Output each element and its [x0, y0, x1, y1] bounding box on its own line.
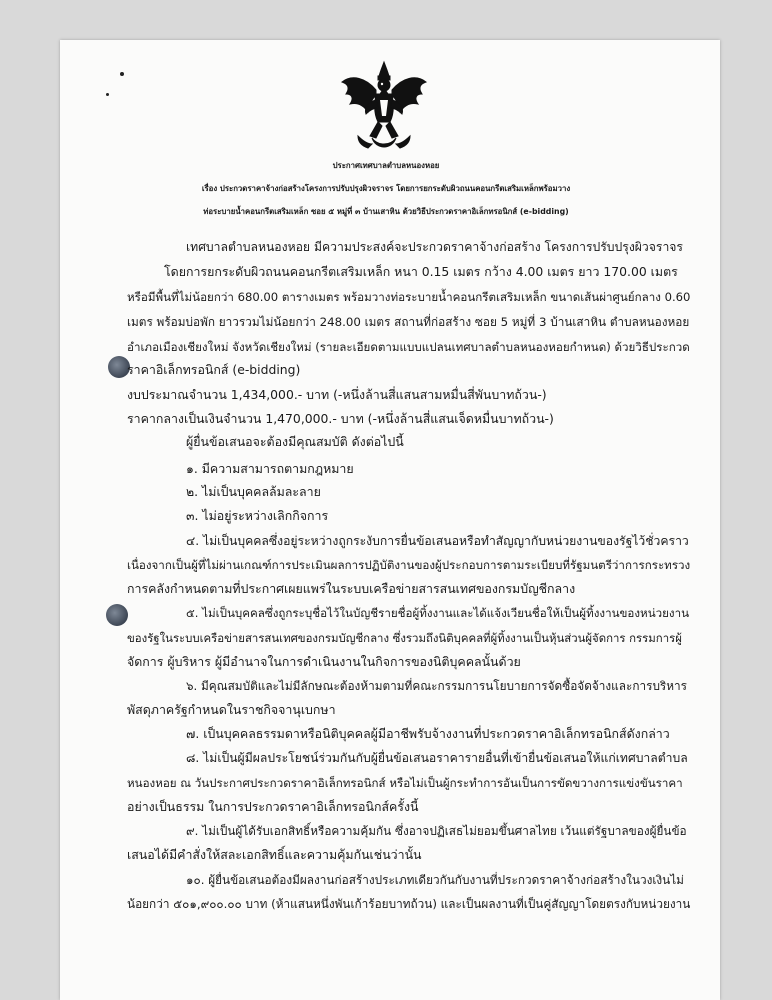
qualification-item: จัดการ ผู้บริหาร ผู้มีอำนาจในการดำเนินงานในกิจการของนิติบุคคลนั้นด้วย [127, 654, 521, 669]
intro-line: โดยการยกระดับผิวถนนคอนกรีตเสริมเหล็ก หนา 0.15 เมตร กว้าง 4.00 เมตร ยาว 170.00 เมตร [164, 264, 678, 279]
qualification-item: ๑๐. ผู้ยื่นข้อเสนอต้องมีผลงานก่อสร้างประเภทเดียวกันกับงานที่ประกวดราคาจ้างก่อสร้างในวงเงินไม่ [186, 873, 684, 887]
subject-line-1: เรื่อง ประกวดราคาจ้างก่อสร้างโครงการปรับปรุงผิวจราจร โดยการยกระดับผิวถนนคอนกรีตเสริมเหล็กพร้อมวาง [201, 184, 571, 193]
budget-line: งบประมาณจำนวน 1,434,000.- บาท (-หนึ่งล้านสี่แสนสามหมื่นสี่พันบาทถ้วน-) [127, 387, 547, 402]
qualification-item: พัสดุภาครัฐกำหนดในราชกิจจานุเบกษา [127, 702, 336, 717]
qualification-item: ๘. ไม่เป็นผู้มีผลประโยชน์ร่วมกันกับผู้ยื่นข้อเสนอราคารายอื่นที่เข้ายื่นข้อเสนอให้แก่เทศบาลตำบล [186, 751, 688, 765]
subject-line-2: ท่อระบายน้ำคอนกรีตเสริมเหล็ก ซอย ๕ หมู่ที่ ๓ บ้านเสาหิน ด้วยวิธีประกวดราคาอิเล็กทรอนิกส์ (e-bidding) [203, 207, 569, 216]
qualification-item: ๖. มีคุณสมบัติและไม่มีลักษณะต้องห้ามตามที่คณะกรรมการนโยบายการจัดซื้อจัดจ้างและการบริหาร [186, 679, 688, 693]
median-price-line: ราคากลางเป็นเงินจำนวน 1,470,000.- บาท (-หนึ่งล้านสี่แสนเจ็ดหมื่นบาทถ้วน-) [127, 411, 554, 426]
qualification-item: ๒. ไม่เป็นบุคคลล้มละลาย [186, 484, 321, 499]
qualification-item: ๓. ไม่อยู่ระหว่างเลิกกิจการ [186, 508, 329, 523]
intro-line: เมตร พร้อมบ่อพัก ยาวรวมไม่น้อยกว่า 248.00 เมตร สถานที่ก่อสร้าง ซอย 5 หมู่ที่ 3 บ้านเสาหิน ตำบลหนองหอย [127, 315, 690, 329]
intro-line: หรือมีพื้นที่ไม่น้อยกว่า 680.00 ตารางเมตร พร้อมวางท่อระบายน้ำคอนกรีตเสริมเหล็ก ขนาดเส้นผ่าศูนย์กลาง 0.60 [127, 290, 691, 304]
intro-line: ราคาอิเล็กทรอนิกส์ (e-bidding) [127, 362, 301, 377]
qualification-item: อย่างเป็นธรรม ในการประกวดราคาอิเล็กทรอนิกส์ครั้งนี้ [127, 799, 419, 814]
qualification-item: ๗. เป็นบุคคลธรรมดาหรือนิติบุคคลผู้มีอาชีพรับจ้างงานที่ประกวดราคาอิเล็กทรอนิกส์ดังกล่าว [186, 726, 670, 741]
qualification-item: เสนอได้มีคำสั่งให้สละเอกสิทธิ์และความคุ้มกันเช่นว่านั้น [127, 847, 422, 862]
qualification-item: หนองหอย ณ วันประกาศประกวดราคาอิเล็กทรอนิกส์ หรือไม่เป็นผู้กระทำการอันเป็นการขัดขวางการแข่งขันราคา [127, 776, 683, 790]
announcement-title: ประกาศเทศบาลตำบลหนองหอย [332, 161, 440, 170]
ink-speck [120, 72, 124, 76]
intro-line: เทศบาลตำบลหนองหอย มีความประสงค์จะประกวดราคาจ้างก่อสร้าง โครงการปรับปรุงผิวจราจร [186, 240, 683, 254]
qualification-item: น้อยกว่า ๕๐๑,๙๐๐.๐๐ บาท (ห้าแสนหนึ่งพันเก้าร้อยบาทถ้วน) และเป็นผลงานที่เป็นคู่สัญญาโดยตรงกับหน่วยงาน [127, 897, 691, 911]
punch-hole-bottom [106, 604, 128, 626]
ink-speck [106, 93, 109, 96]
qualification-item: ๙. ไม่เป็นผู้ได้รับเอกสิทธิ์หรือความคุ้มกัน ซึ่งอาจปฏิเสธไม่ยอมขึ้นศาลไทย เว้นแต่รัฐบาลของผู้ยื่นข้อ [186, 824, 687, 838]
qualifications-heading: ผู้ยื่นข้อเสนอจะต้องมีคุณสมบัติ ดังต่อไปนี้ [186, 434, 404, 449]
intro-line: อำเภอเมืองเชียงใหม่ จังหวัดเชียงใหม่ (รายละเอียดตามแบบแปลนเทศบาลตำบลหนองหอยกำหนด) ด้วยวิธีประกวด [127, 340, 690, 354]
qualification-item: ๔. ไม่เป็นบุคคลซึ่งอยู่ระหว่างถูกระงับการยื่นข้อเสนอหรือทำสัญญากับหน่วยงานของรัฐไว้ชั่วคราว [186, 534, 689, 548]
qualification-item: ของรัฐในระบบเครือข่ายสารสนเทศของกรมบัญชีกลาง ซึ่งรวมถึงนิติบุคคลที่ผู้ทิ้งงานเป็นหุ้นส่วนผู้จัดการ กรรมการผู้ [127, 631, 682, 645]
qualification-item: ๕. ไม่เป็นบุคคลซึ่งถูกระบุชื่อไว้ในบัญชีรายชื่อผู้ทิ้งงานและได้แจ้งเวียนชื่อให้เป็นผู้ทิ้งงานของหน่วยงาน [186, 606, 690, 620]
qualification-item: เนื่องจากเป็นผู้ที่ไม่ผ่านเกณฑ์การประเมินผลการปฏิบัติงานของผู้ประกอบการตามระเบียบที่รัฐมนตรีว่าการกระทรวง [127, 558, 691, 572]
qualification-item: การคลังกำหนดตามที่ประกาศเผยแพร่ในระบบเครือข่ายสารสนเทศของกรมบัญชีกลาง [127, 581, 576, 596]
garuda-emblem-icon [338, 60, 430, 152]
qualification-item: ๑. มีความสามารถตามกฎหมาย [186, 461, 354, 476]
